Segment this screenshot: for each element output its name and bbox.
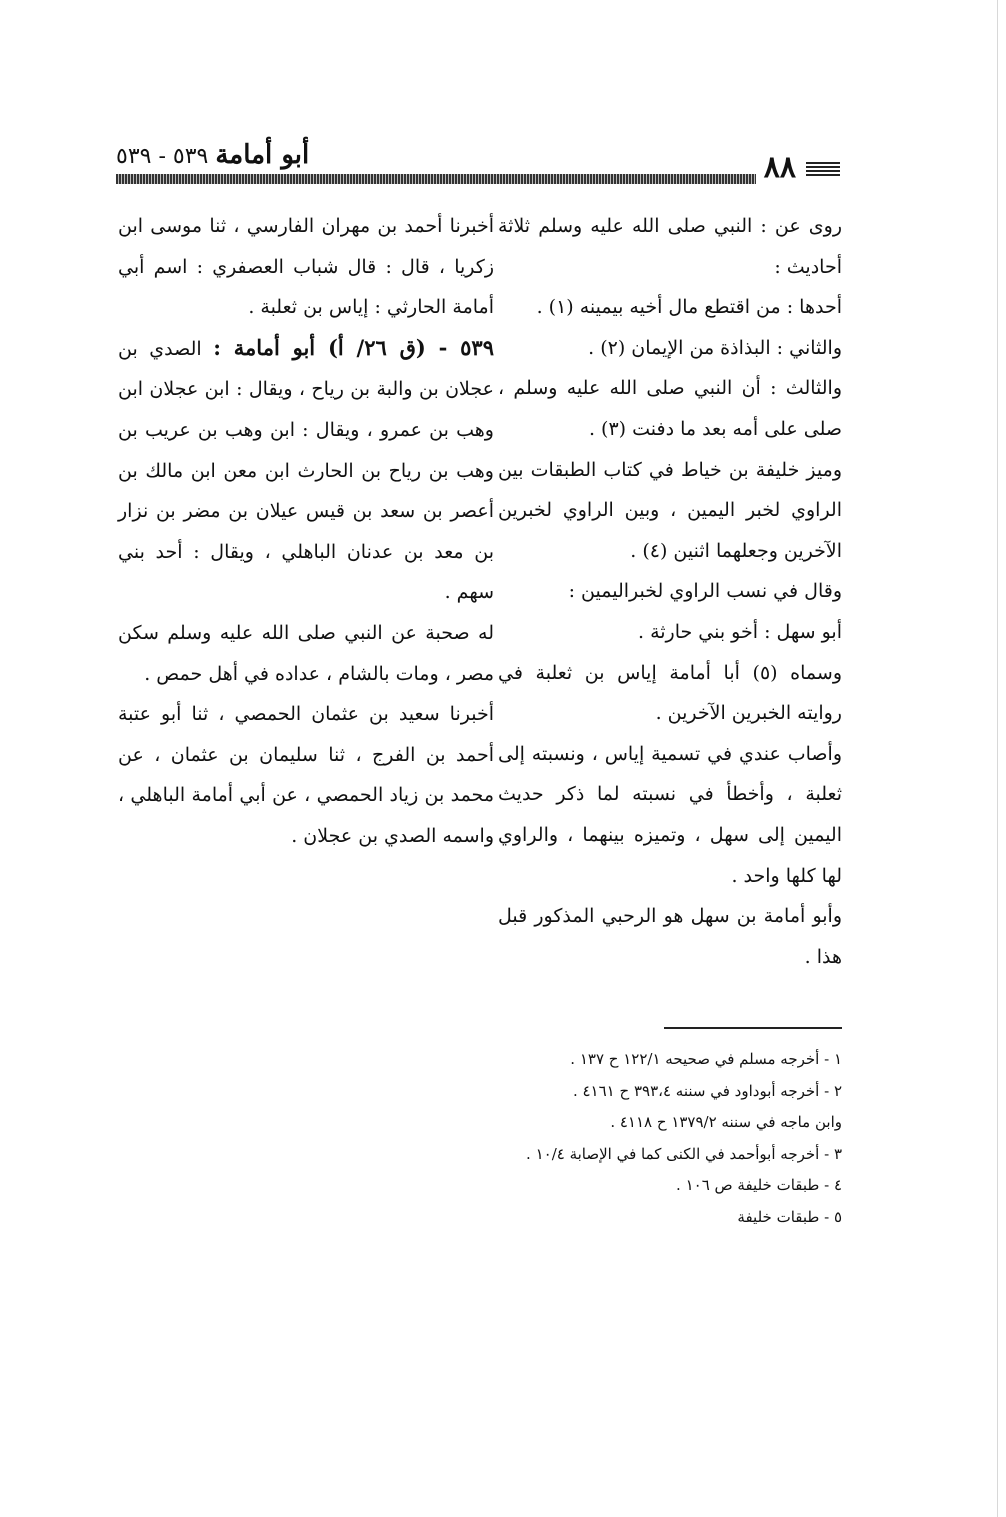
footnote: وابن ماجه في سننه ١٣٧٩/٢ ح ٤١١٨ . xyxy=(610,1113,842,1131)
page-number: ٨٨ xyxy=(763,150,796,185)
paragraph: وقال في نسب الراوي لخبراليمين : xyxy=(568,580,842,603)
paragraph: وميز خليفة بن خياط في كتاب الطبقات بين الراوي لخبر اليمين ، وبين الراوي لخبرين الآخرين وجعلهما اثنين (٤) . xyxy=(498,458,842,562)
paragraph: وأصاب عندي في تسمية إياس ، ونسبته إلى ثعلبة ، وأخطأ في نسبته لما ذكر حديث اليمين إلى سهل ، وتميزه بينهما ، والراوي لها كلها واحد . xyxy=(498,742,842,887)
header-ornament xyxy=(806,160,840,176)
running-title xyxy=(116,140,309,170)
companionship-paragraph: له صحبة عن النبي صلى الله عليه وسلم سكن مصر ، ومات بالشام ، عداده في أهل حمص . xyxy=(118,621,494,685)
entry-body: الصدي بن عجلان بن والبة بن رياح ، ويقال : ابن عجلان ابن وهب بن عمرو ، ويقال : ابن وهب بن عريب بن وهب بن رياح بن الحارث ابن معن ابن مالك بن أعصر بن سعد بن قيس عيلان بن مضر بن نزار بن معد بن عدنان الباهلي ، ويقال : أحد بني سهم . xyxy=(118,337,494,604)
paragraph: وسماه (٥) أبا أمامة إياس بن ثعلبة في روايته الخبرين الآخرين . xyxy=(498,661,843,725)
footnote-separator xyxy=(664,1027,842,1029)
left-column xyxy=(118,206,494,857)
isnad-paragraph: أخبرنا سعيد بن عثمان الحمصي ، ثنا أبو عتبة أحمد بن الفرج ، ثنا سليمان بن عثمان ، عن محمد بن زياد الحمصي ، عن أبي أمامة الباهلي ، واسمه الصدي بن عجلان . xyxy=(118,703,494,847)
footnote: ٥ - طبقات خليفة xyxy=(737,1207,842,1226)
right-column xyxy=(498,206,842,977)
running-title-range: ٥٣٩ - ٥٣٩ xyxy=(116,144,209,169)
entry-heading: ٥٣٩ - (ق ٢٦/ أ) أبو أمامة : xyxy=(213,334,494,360)
footnote: ٤ - طبقات خليفة ص ١٠٦ . xyxy=(676,1176,842,1194)
paragraph: والثالث : أن النبي صلى الله عليه وسلم ، صلى على أمه بعد ما دفنت (٣) . xyxy=(498,377,842,440)
footnotes xyxy=(498,1044,842,1233)
intro-paragraph: أخبرنا أحمد بن مهران الفارسي ، ثنا موسى ابن زكريا ، قال : قال شباب العصفري : اسم أبي أمامة الحارثي : إياس بن ثعلبة . xyxy=(118,215,494,319)
page-header xyxy=(116,140,840,186)
header-rule xyxy=(116,174,756,184)
paragraph: روى عن : النبي صلى الله عليه وسلم ثلاثة أحاديث : xyxy=(498,215,842,278)
paragraph: أحدها : من اقتطع مال أخيه بيمينه (١) . xyxy=(536,296,842,319)
footnote: ١ - أخرجه مسلم في صحيحه ١٢٢/١ ح ١٣٧ . xyxy=(570,1050,842,1068)
footnote: ٢ - أخرجه أبوداود في سننه ٣٩٣،٤ ح ٤١٦١ . xyxy=(572,1081,842,1100)
paragraph: وأبو أمامة بن سهل هو الرحبي المذكور قبل هذا . xyxy=(498,905,842,968)
scan-edge-line xyxy=(997,0,998,1517)
footnote: ٣ - أخرجه أبوأحمد في الكنى كما في الإصابة ١٠/٤ . xyxy=(526,1144,842,1163)
entry-paragraph xyxy=(118,328,494,613)
paragraph: أبو سهل : أخو بني حارثة . xyxy=(637,620,842,643)
paragraph: والثاني : البذاذة من الإيمان (٢) . xyxy=(588,336,842,359)
running-title-name: أبو أمامة xyxy=(215,140,310,170)
